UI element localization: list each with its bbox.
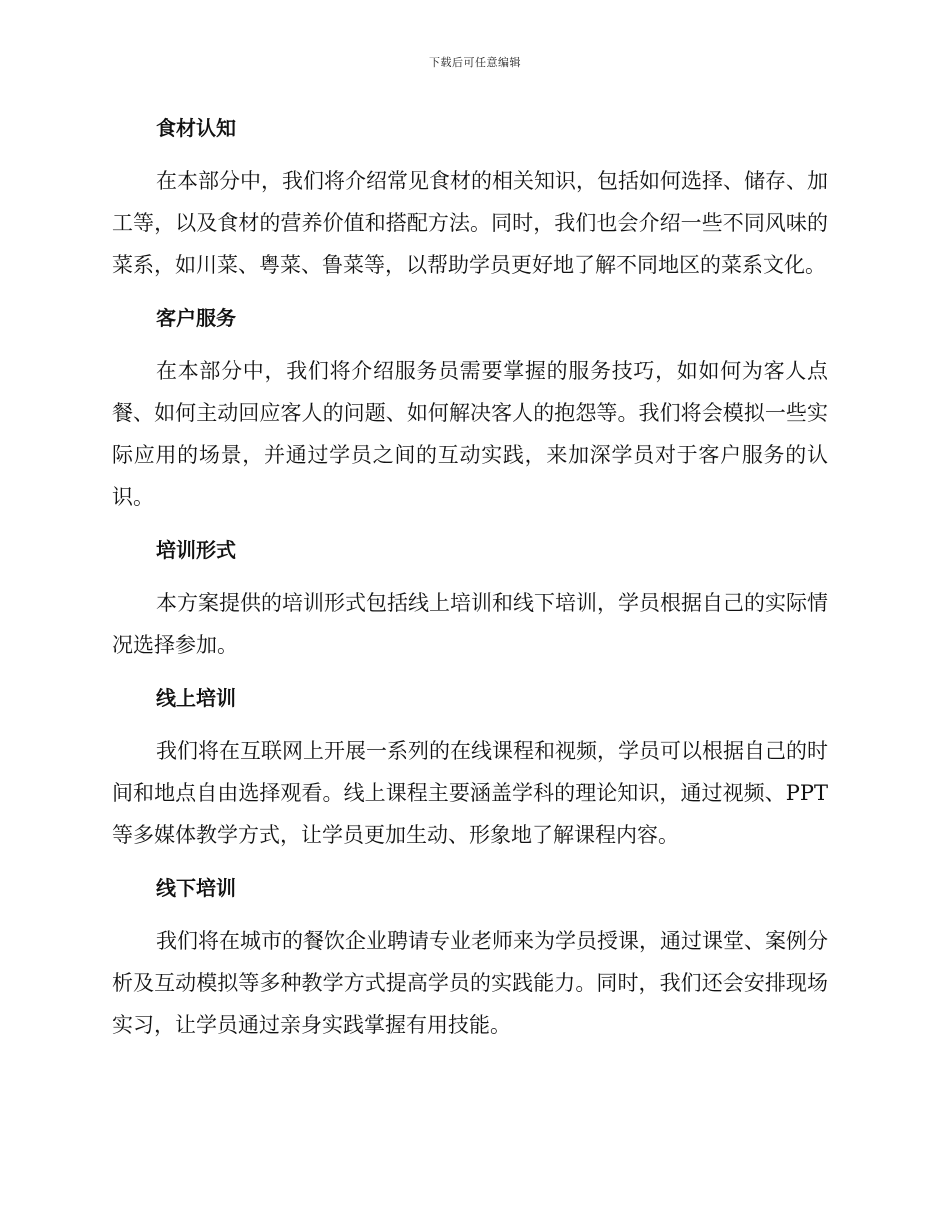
section-ingredient-knowledge <box>112 108 828 286</box>
section-paragraph: 我们将在互联网上开展一系列的在线课程和视频，学员可以根据自己的时间和地点自由选择观看。线上课程主要涵盖学科的理论知识，通过视频、PPT等多媒体教学方式，让学员更加生动、形象地了解课程内容。 <box>112 739 828 847</box>
section-paragraph: 我们将在城市的餐饮企业聘请专业老师来为学员授课，通过课堂、案例分析及互动模拟等多种教学方式提高学员的实践能力。同时，我们还会安排现场实习，让学员通过亲身实践掌握有用技能。 <box>112 929 828 1037</box>
section-paragraph: 本方案提供的培训形式包括线上培训和线下培训，学员根据自己的实际情况选择参加。 <box>112 591 828 657</box>
section-heading: 线上培训 <box>156 686 236 710</box>
document-body <box>112 108 828 1058</box>
section-heading: 培训形式 <box>156 538 236 562</box>
section-customer-service <box>112 298 828 518</box>
section-heading: 线下培训 <box>156 876 236 900</box>
section-offline-training <box>112 868 828 1046</box>
section-online-training <box>112 678 828 856</box>
section-paragraph: 在本部分中，我们将介绍服务员需要掌握的服务技巧，如如何为客人点餐、如何主动回应客人的问题、如何解决客人的抱怨等。我们将会模拟一些实际应用的场景，并通过学员之间的互动实践，来加深学员对于客户服务的认识。 <box>112 359 828 509</box>
section-heading: 客户服务 <box>156 306 236 330</box>
section-heading: 食材认知 <box>156 116 236 140</box>
header-note: 下载后可任意编辑 <box>429 56 521 69</box>
section-paragraph: 在本部分中，我们将介绍常见食材的相关知识，包括如何选择、储存、加工等，以及食材的营养价值和搭配方法。同时，我们也会介绍一些不同风味的菜系，如川菜、粤菜、鲁菜等，以帮助学员更好地了解不同地区的菜系文化。 <box>112 169 828 277</box>
section-training-format <box>112 530 828 666</box>
